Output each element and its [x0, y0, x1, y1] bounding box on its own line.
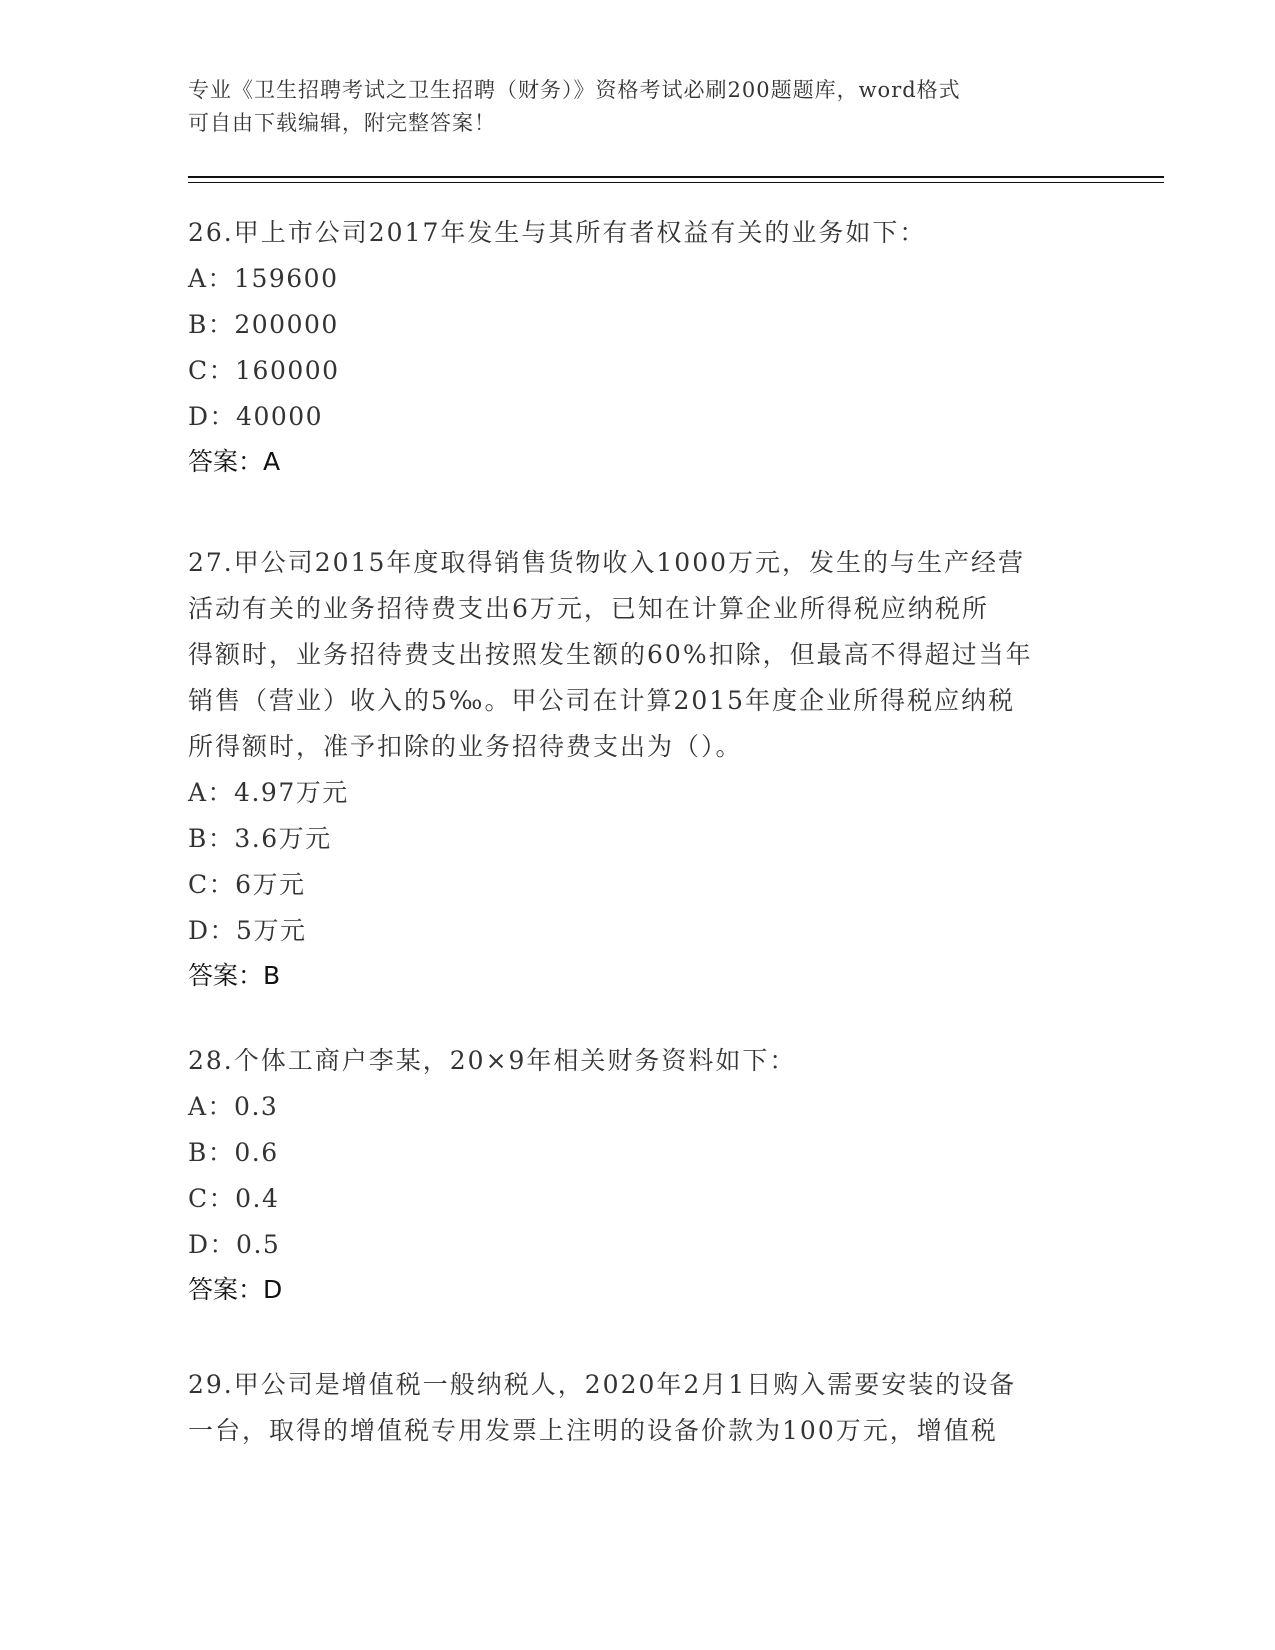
question-28 [188, 1038, 1088, 1312]
header-divider-bottom [188, 182, 1164, 183]
header-divider-top [188, 176, 1164, 178]
option-list [188, 770, 1088, 954]
stem-line: 26.甲上市公司2017年发生与其所有者权益有关的业务如下： [188, 218, 927, 247]
option-a: A：4.97万元 [188, 778, 349, 807]
question-27 [188, 540, 1088, 998]
question-spacer [188, 998, 1088, 1038]
option-b: B：200000 [188, 310, 339, 339]
stem-line: 所得额时，准予扣除的业务招待费支出为（）。 [188, 732, 743, 761]
question-list [188, 210, 1088, 1454]
question-stem [188, 540, 1088, 770]
stem-line: 得额时，业务招待费支出按照发生额的60%扣除，但最高不得超过当年 [188, 640, 1033, 669]
option-list [188, 256, 1088, 440]
header-line-2: 可自由下载编辑，附完整答案！ [188, 111, 496, 135]
option-c: C：0.4 [188, 1184, 280, 1213]
document-header [188, 74, 1088, 140]
question-29 [188, 1362, 1088, 1454]
question-stem [188, 1038, 1088, 1084]
stem-line: 活动有关的业务招待费支出6万元，已知在计算企业所得税应纳税所 [188, 594, 989, 623]
option-b: B：0.6 [188, 1138, 279, 1167]
question-stem [188, 210, 1088, 256]
stem-line: 一台，取得的增值税专用发票上注明的设备价款为100万元，增值税 [188, 1416, 998, 1445]
option-a: A：0.3 [188, 1092, 279, 1121]
stem-line: 27.甲公司2015年度取得销售货物收入1000万元，发生的与生产经营 [188, 548, 1026, 577]
option-c: C：6万元 [188, 870, 306, 899]
question-stem [188, 1362, 1088, 1454]
question-spacer [188, 484, 1088, 540]
option-list [188, 1084, 1088, 1268]
option-d: D：40000 [188, 402, 324, 431]
option-d: D：0.5 [188, 1230, 281, 1259]
question-spacer [188, 1312, 1088, 1362]
question-26 [188, 210, 1088, 484]
option-b: B：3.6万元 [188, 824, 332, 853]
answer-line: 答案：B [188, 961, 281, 990]
answer-line: 答案：A [188, 447, 281, 476]
stem-line: 29.甲公司是增值税一般纳税人，2020年2月1日购入需要安装的设备 [188, 1370, 1017, 1399]
answer-line: 答案：D [188, 1275, 283, 1304]
option-c: C：160000 [188, 356, 340, 385]
option-d: D：5万元 [188, 916, 307, 945]
option-a: A：159600 [188, 264, 339, 293]
header-line-1: 专业《卫生招聘考试之卫生招聘（财务）》资格考试必刷200题题库，word格式 [188, 78, 961, 102]
stem-line: 销售（营业）收入的5‰。甲公司在计算2015年度企业所得税应纳税 [188, 686, 1016, 715]
stem-line: 28.个体工商户李某，20×9年相关财务资料如下： [188, 1046, 797, 1075]
